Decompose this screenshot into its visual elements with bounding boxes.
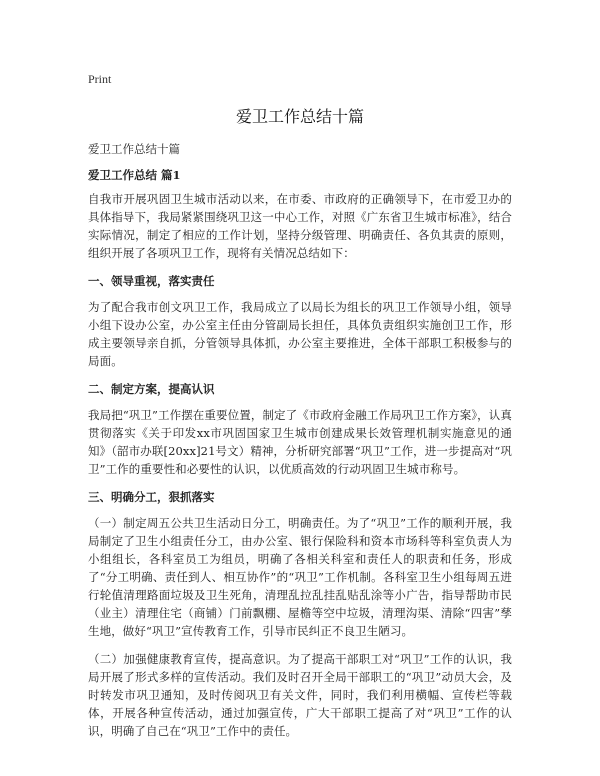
section-2-paragraph: 我局把“巩卫”工作摆在重要位置，制定了《市政府金融工作局巩卫工作方案》，认真贯彻落实《关于印发xx市巩固国家卫生城市创建成果长效管理机制实施意见的通知》（韶市办联[20xx]21号文）精神，分析研究部署“巩卫”工作，进一步提高对“巩卫”工作的重要性和必要性的认识，以优质高效的行动巩固卫生城市称号。 [88, 408, 512, 476]
section-3-heading: 三、明确分工，狠抓落实 [88, 490, 215, 504]
page-title: 爱卫工作总结十篇 [235, 107, 364, 126]
section-1-heading: 一、领导重视，落实责任 [88, 274, 215, 288]
section-3-paragraph-1: （一）制定周五公共卫生活动日分工，明确责任。为了“巩卫”工作的顺利开展，我局制定了卫生小组责任分工，由办公室、银行保险科和资本市场科等科室负责人为小组组长，各科室员工为组员，明确了各相关科室和责任人的职责和任务，形成了“分工明确、责任到人、相互协作”的“巩卫”工作机制。各科室卫生小组每周五进行轮值清理路面垃圾及卫生死角，清理乱拉乱挂乱贴乱涂等小广告，指导帮助市民（业主）清理住宅（商铺）门前飘棚、屋檐等空中垃圾，清理沟渠、清除“四害”孳生地，做好“巩卫”宣传教育工作，引导市民纠正不良卫生陋习。 [88, 516, 512, 638]
print-link[interactable]: Print [88, 72, 112, 86]
article-heading: 爱卫工作总结 篇1 [88, 168, 181, 182]
section-1-paragraph: 为了配合我市创文巩卫工作，我局成立了以局长为组长的巩卫工作领导小组，领导小组下设办公室，办公室主任由分管副局长担任，具体负责组织实施创卫工作，形成主要领导亲自抓，分管领导具体抓，办公室主要推进，全体干部职工积极参与的局面。 [88, 300, 512, 368]
intro-paragraph: 自我市开展巩固卫生城市活动以来，在市委、市政府的正确领导下，在市爱卫办的具体指导下，我局紧紧围绕巩卫这一中心工作，对照《广东省卫生城市标准》，结合实际情况，制定了相应的工作计划，坚持分级管理、明确责任、各负其责的原则，组织开展了各项巩卫工作，现将有关情况总结如下： [88, 192, 512, 260]
document-subtitle: 爱卫工作总结十篇 [88, 142, 180, 156]
section-3-paragraph-2: （二）加强健康教育宣传，提高意识。为了提高干部职工对“巩卫”工作的认识，我局开展了形式多样的宣传活动。我们及时召开全局干部职工的“巩卫”动员大会，及时转发市巩卫通知，及时传阅巩卫有关文件，同时，我们利用横幅、宣传栏等载体，开展各种宣传活动，通过加强宣传，广大干部职工提高了对“巩卫”工作的认识，明确了自己在“巩卫”工作中的责任。 [88, 652, 512, 738]
section-2-heading: 二、制定方案，提高认识 [88, 382, 215, 396]
